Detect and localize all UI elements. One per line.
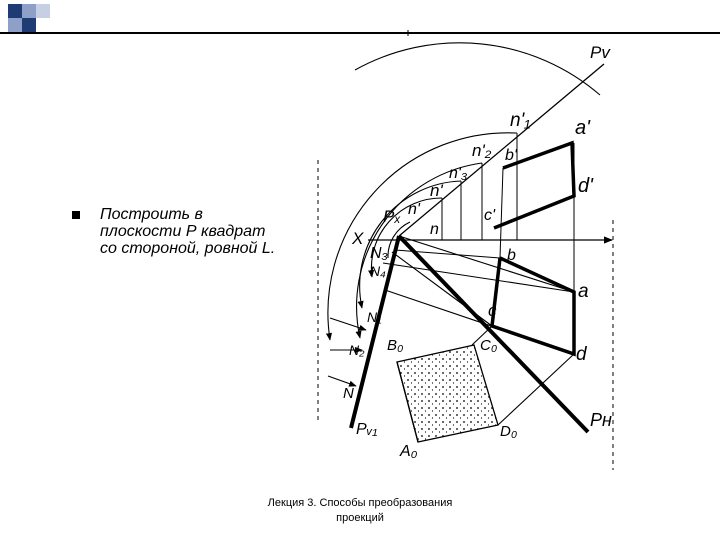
bullet-line-2: плоскости Р квадрат: [100, 223, 266, 240]
label-px: Pₓ: [383, 207, 401, 226]
label-n4p: n': [430, 181, 443, 200]
arc-6: [355, 43, 600, 95]
label-b: b: [507, 247, 516, 264]
label-N1: N₁: [367, 309, 382, 325]
label-A0: A₀: [400, 443, 418, 460]
bullet-line-1: Построить в: [100, 206, 203, 223]
label-C0: C₀: [480, 337, 498, 354]
bullet-line-3: со стороной, ровной L.: [100, 240, 276, 257]
label-N: N: [343, 385, 354, 402]
label-ap: a': [575, 117, 590, 139]
label-n2p: n'₂: [472, 141, 492, 160]
label-cp: c': [484, 207, 496, 224]
label-N4: N₄: [370, 263, 386, 279]
label-n1p: n'₁: [510, 110, 531, 131]
footer-line-1: Лекция 3. Способы преобразования: [267, 497, 453, 509]
true-size-square: [397, 345, 498, 442]
label-N3: N₃: [370, 245, 388, 262]
label-d: d: [576, 344, 587, 365]
footer-line-2: проекций: [336, 512, 384, 524]
label-a: a: [578, 281, 589, 302]
label-n: n: [430, 221, 439, 238]
label-c: c: [488, 301, 497, 320]
label-N2: N₂: [349, 342, 365, 358]
label-x: X: [352, 229, 364, 248]
link-b: [500, 168, 503, 258]
label-dp: d': [578, 175, 593, 197]
slide-footer: [240, 496, 480, 526]
label-Pv1: Pᵥ₁: [356, 421, 378, 438]
label-n3p: n'₃: [449, 165, 468, 182]
connector-d: [498, 354, 574, 425]
label-B0: B₀: [387, 337, 404, 354]
ray-2: [392, 252, 492, 326]
arrow-n1: [330, 318, 366, 330]
label-bp: b': [505, 147, 517, 164]
label-D0: D₀: [500, 423, 518, 440]
label-PH: Pн: [590, 410, 612, 430]
label-n5p: n': [408, 201, 420, 218]
label-pv: Pv: [590, 43, 610, 62]
